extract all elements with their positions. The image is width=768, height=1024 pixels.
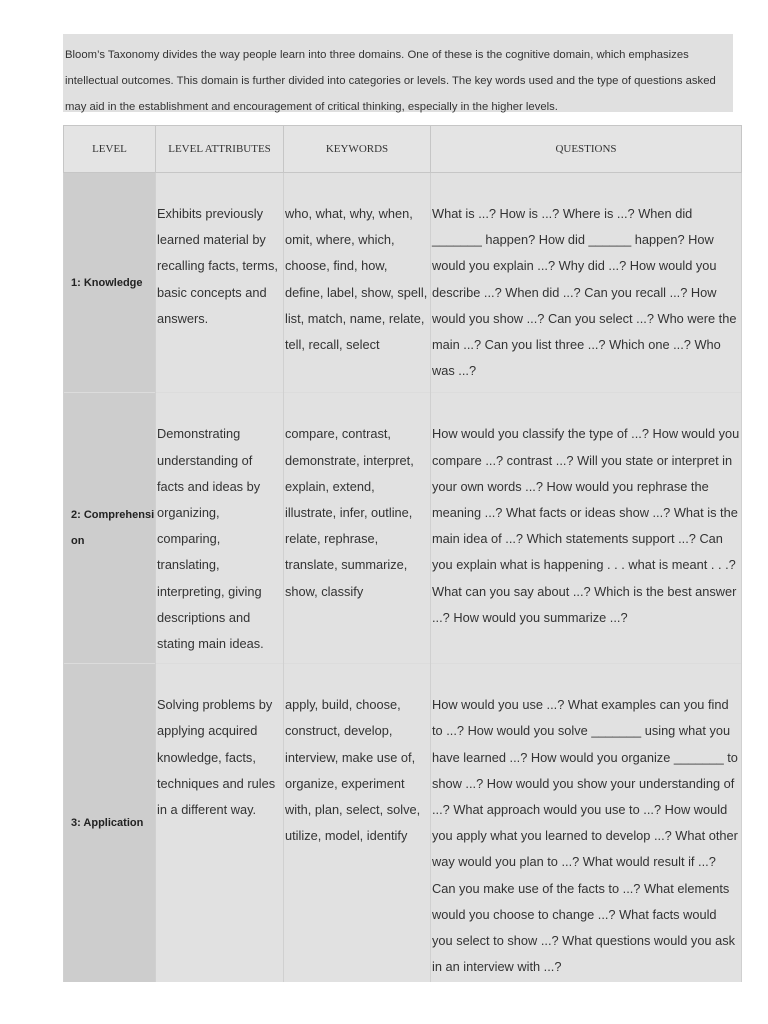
- header-questions: QUESTIONS: [431, 126, 742, 173]
- table-row: [64, 393, 742, 664]
- table-row: [64, 664, 742, 983]
- level-cell: 3: Application: [64, 664, 156, 983]
- header-level-attributes: LEVEL ATTRIBUTES: [156, 126, 284, 173]
- attributes-cell: Solving problems by applying acquired knowledge, facts, techniques and rules in a different way.: [156, 664, 284, 983]
- header-level: LEVEL: [64, 126, 156, 173]
- blooms-taxonomy-table: [63, 125, 741, 982]
- attributes-cell: Exhibits previously learned material by recalling facts, terms, basic concepts and answers.: [156, 173, 284, 393]
- questions-cell: What is ...? How is ...? Where is ...? When did _______ happen? How did ______ happen? How would you explain ...? Why did ...? How would you describe ...? When did ...? Can you recall ...? How would you show ...? Can you select ...? Who were the main ...? Can you list three ...? Which one ...? Who was ...?: [431, 173, 742, 393]
- keywords-cell: compare, contrast, demonstrate, interpret, explain, extend, illustrate, infer, outline, relate, rephrase, translate, summarize, show, classify: [284, 393, 431, 664]
- header-keywords: KEYWORDS: [284, 126, 431, 173]
- keywords-cell: apply, build, choose, construct, develop, interview, make use of, organize, experiment with, plan, select, solve, utilize, model, identify: [284, 664, 431, 983]
- table-row: [64, 173, 742, 393]
- questions-cell: How would you classify the type of ...? How would you compare ...? contrast ...? Will you state or interpret in your own words ...? How would you rephrase the meaning ...? What facts or ideas show ...? What is the main idea of ...? Which statements support ...? Can you explain what is happening . . . what is meant . . .? What can you say about ...? Which is the best answer ...? How would you summarize ...?: [431, 393, 742, 664]
- level-cell: 1: Knowledge: [64, 173, 156, 393]
- keywords-cell: who, what, why, when, omit, where, which, choose, find, how, define, label, show, spell, list, match, name, relate, tell, recall, select: [284, 173, 431, 393]
- level-cell: 2: Comprehension: [64, 393, 156, 664]
- intro-paragraph: Bloom’s Taxonomy divides the way people learn into three domains. One of these is the cognitive domain, which emphasizes intellectual outcomes. This domain is further divided into categories or levels. The key words used and the type of questions asked may aid in the establishment and encouragement of critical thinking, especially in the higher levels.: [63, 34, 733, 112]
- attributes-cell: Demonstrating understanding of facts and ideas by organizing, comparing, translating, interpreting, giving descriptions and stating main ideas.: [156, 393, 284, 664]
- questions-cell: How would you use ...? What examples can you find to ...? How would you solve _______ using what you have learned ...? How would you organize _______ to show ...? How would you show your understanding of ...? What approach would you use to ...? How would you apply what you learned to develop ...? What other way would you plan to ...? What would result if ...? Can you make use of the facts to ...? What elements would you choose to change ...? What facts would you select to show ...? What questions would you ask in an interview with ...?: [431, 664, 742, 983]
- table-header-row: [64, 126, 742, 173]
